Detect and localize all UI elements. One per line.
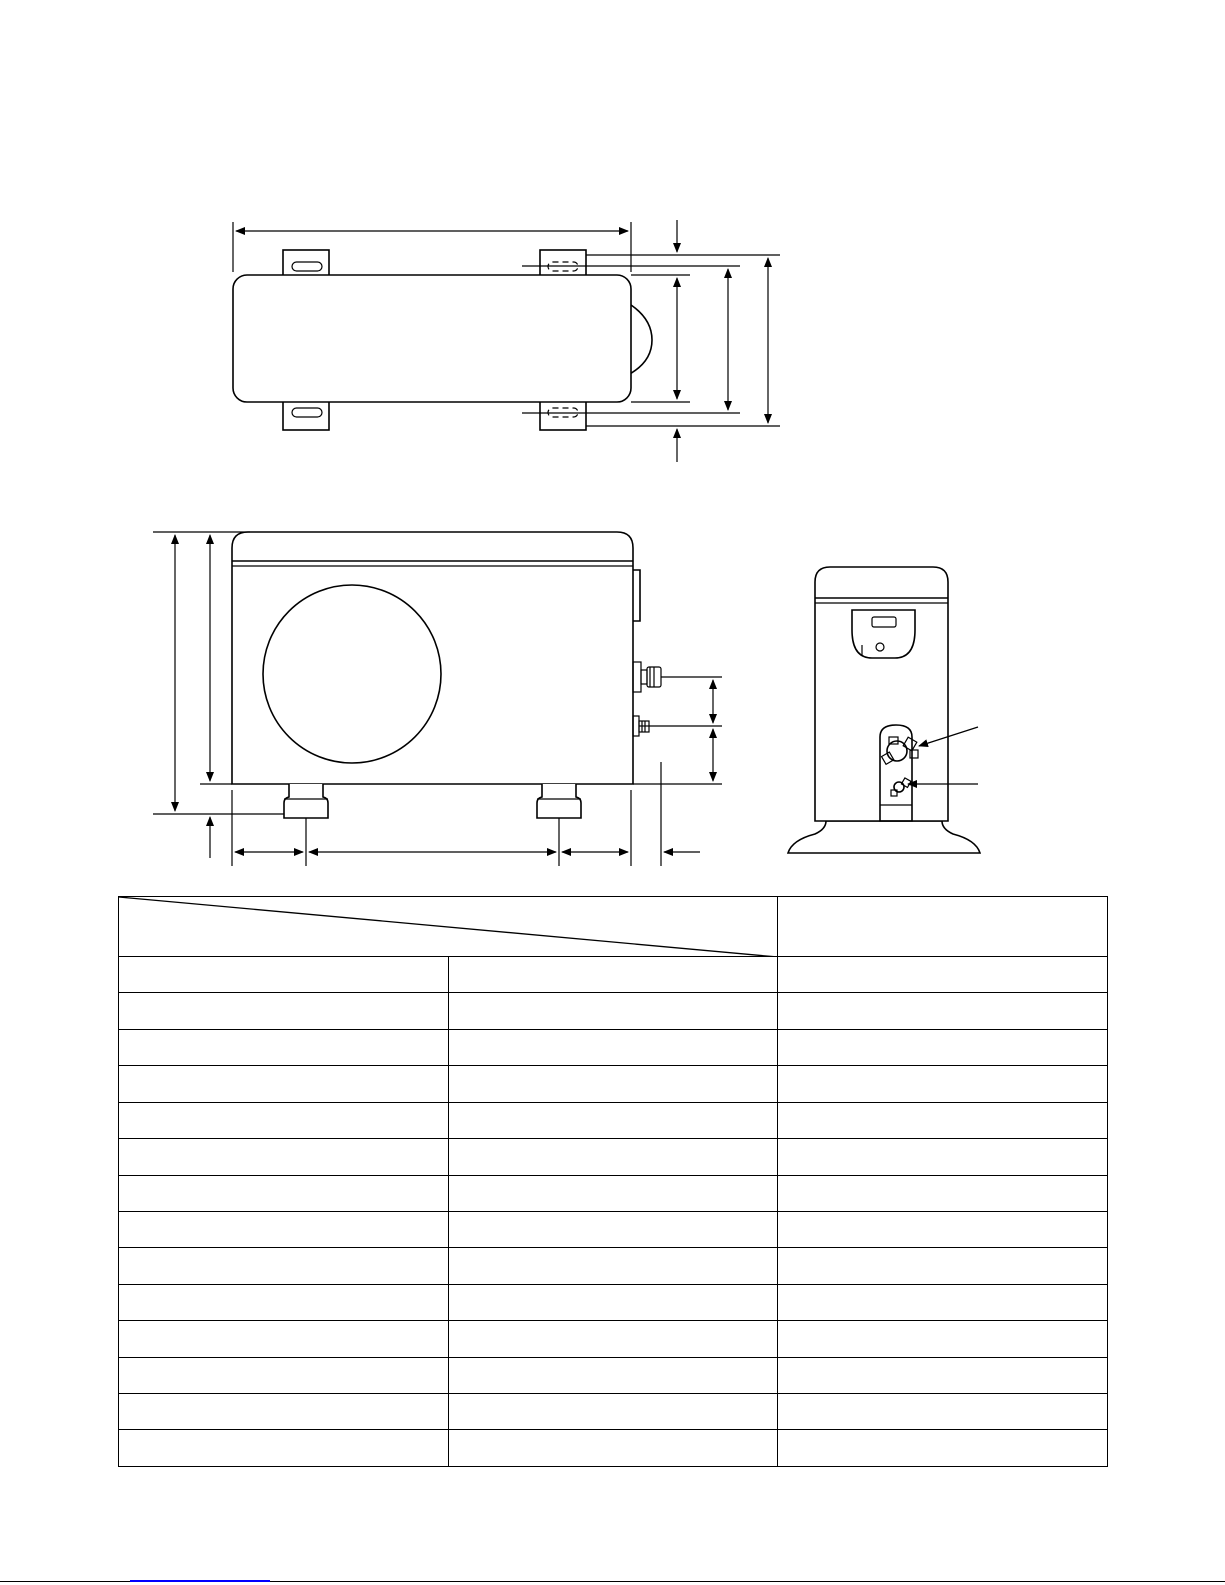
table-header-diagonal-line: [119, 897, 777, 957]
table-cell: [448, 1248, 778, 1284]
top-body: [233, 275, 631, 402]
front-side-tab: [633, 570, 640, 621]
table-cell: [119, 1430, 449, 1467]
table-cell: [448, 1175, 778, 1211]
table-cell: [119, 1102, 449, 1138]
side-view: [788, 567, 980, 853]
table-cell: [119, 1029, 449, 1065]
table-cell: [778, 993, 1108, 1029]
table-cell: [778, 957, 1108, 993]
table-cell: [448, 957, 778, 993]
table-row: [119, 1357, 1108, 1393]
table-cell: [448, 993, 778, 1029]
table-cell: [778, 1321, 1108, 1357]
table-cell: [119, 993, 449, 1029]
table-cell: [448, 1321, 778, 1357]
table-cell: [448, 1284, 778, 1320]
table-row: [119, 1430, 1108, 1467]
table-cell: [778, 1066, 1108, 1102]
table-cell: [778, 1284, 1108, 1320]
table-row: [119, 1139, 1108, 1175]
table-cell: [119, 1066, 449, 1102]
footer-link-underline[interactable]: [130, 1580, 270, 1582]
table-cell: [778, 1357, 1108, 1393]
table-cell: [119, 1248, 449, 1284]
table-cell: [119, 1211, 449, 1247]
table-cell: [448, 1394, 778, 1430]
table-cell: [119, 957, 449, 993]
table-cell: [778, 1029, 1108, 1065]
table-cell: [448, 1066, 778, 1102]
table-header-diagonal-cell: [119, 897, 778, 957]
table-row: [119, 993, 1108, 1029]
table-row: [119, 1394, 1108, 1430]
side-body: [815, 567, 948, 821]
table-row: [119, 1066, 1108, 1102]
table-cell: [778, 1430, 1108, 1467]
table-cell: [448, 1430, 778, 1467]
table-cell: [119, 1321, 449, 1357]
top-view: [233, 220, 780, 462]
table-row: [119, 1248, 1108, 1284]
specification-table: [118, 896, 1108, 1467]
front-foot-right: [537, 784, 581, 818]
table-row: [119, 1102, 1108, 1138]
table-cell: [448, 1139, 778, 1175]
table-cell: [448, 1357, 778, 1393]
table-row: [119, 957, 1108, 993]
table-cell: [119, 1175, 449, 1211]
table-cell: [119, 1357, 449, 1393]
side-base: [788, 821, 980, 853]
table-cell: [448, 1102, 778, 1138]
top-foot-bottom-right: [540, 400, 586, 430]
table-row: [119, 1029, 1108, 1065]
front-view: [153, 532, 722, 866]
table-header-right: [778, 897, 1108, 957]
table-cell: [778, 1102, 1108, 1138]
table-row: [119, 1175, 1108, 1211]
front-liquid-valve: [633, 716, 649, 736]
table-row: [119, 1321, 1108, 1357]
front-foot-left: [284, 784, 328, 818]
table-cell: [778, 1211, 1108, 1247]
table-cell: [778, 1139, 1108, 1175]
table-cell: [119, 1284, 449, 1320]
front-body: [232, 532, 633, 784]
table-cell: [778, 1175, 1108, 1211]
table-cell: [119, 1394, 449, 1430]
table-cell: [778, 1248, 1108, 1284]
table-row: [119, 1284, 1108, 1320]
top-foot-bottom-left: [283, 400, 329, 430]
table-row: [119, 1211, 1108, 1247]
table-cell: [119, 1139, 449, 1175]
front-gas-valve: [633, 662, 661, 692]
table-cell: [778, 1394, 1108, 1430]
table-cell: [448, 1211, 778, 1247]
table-cell: [448, 1029, 778, 1065]
